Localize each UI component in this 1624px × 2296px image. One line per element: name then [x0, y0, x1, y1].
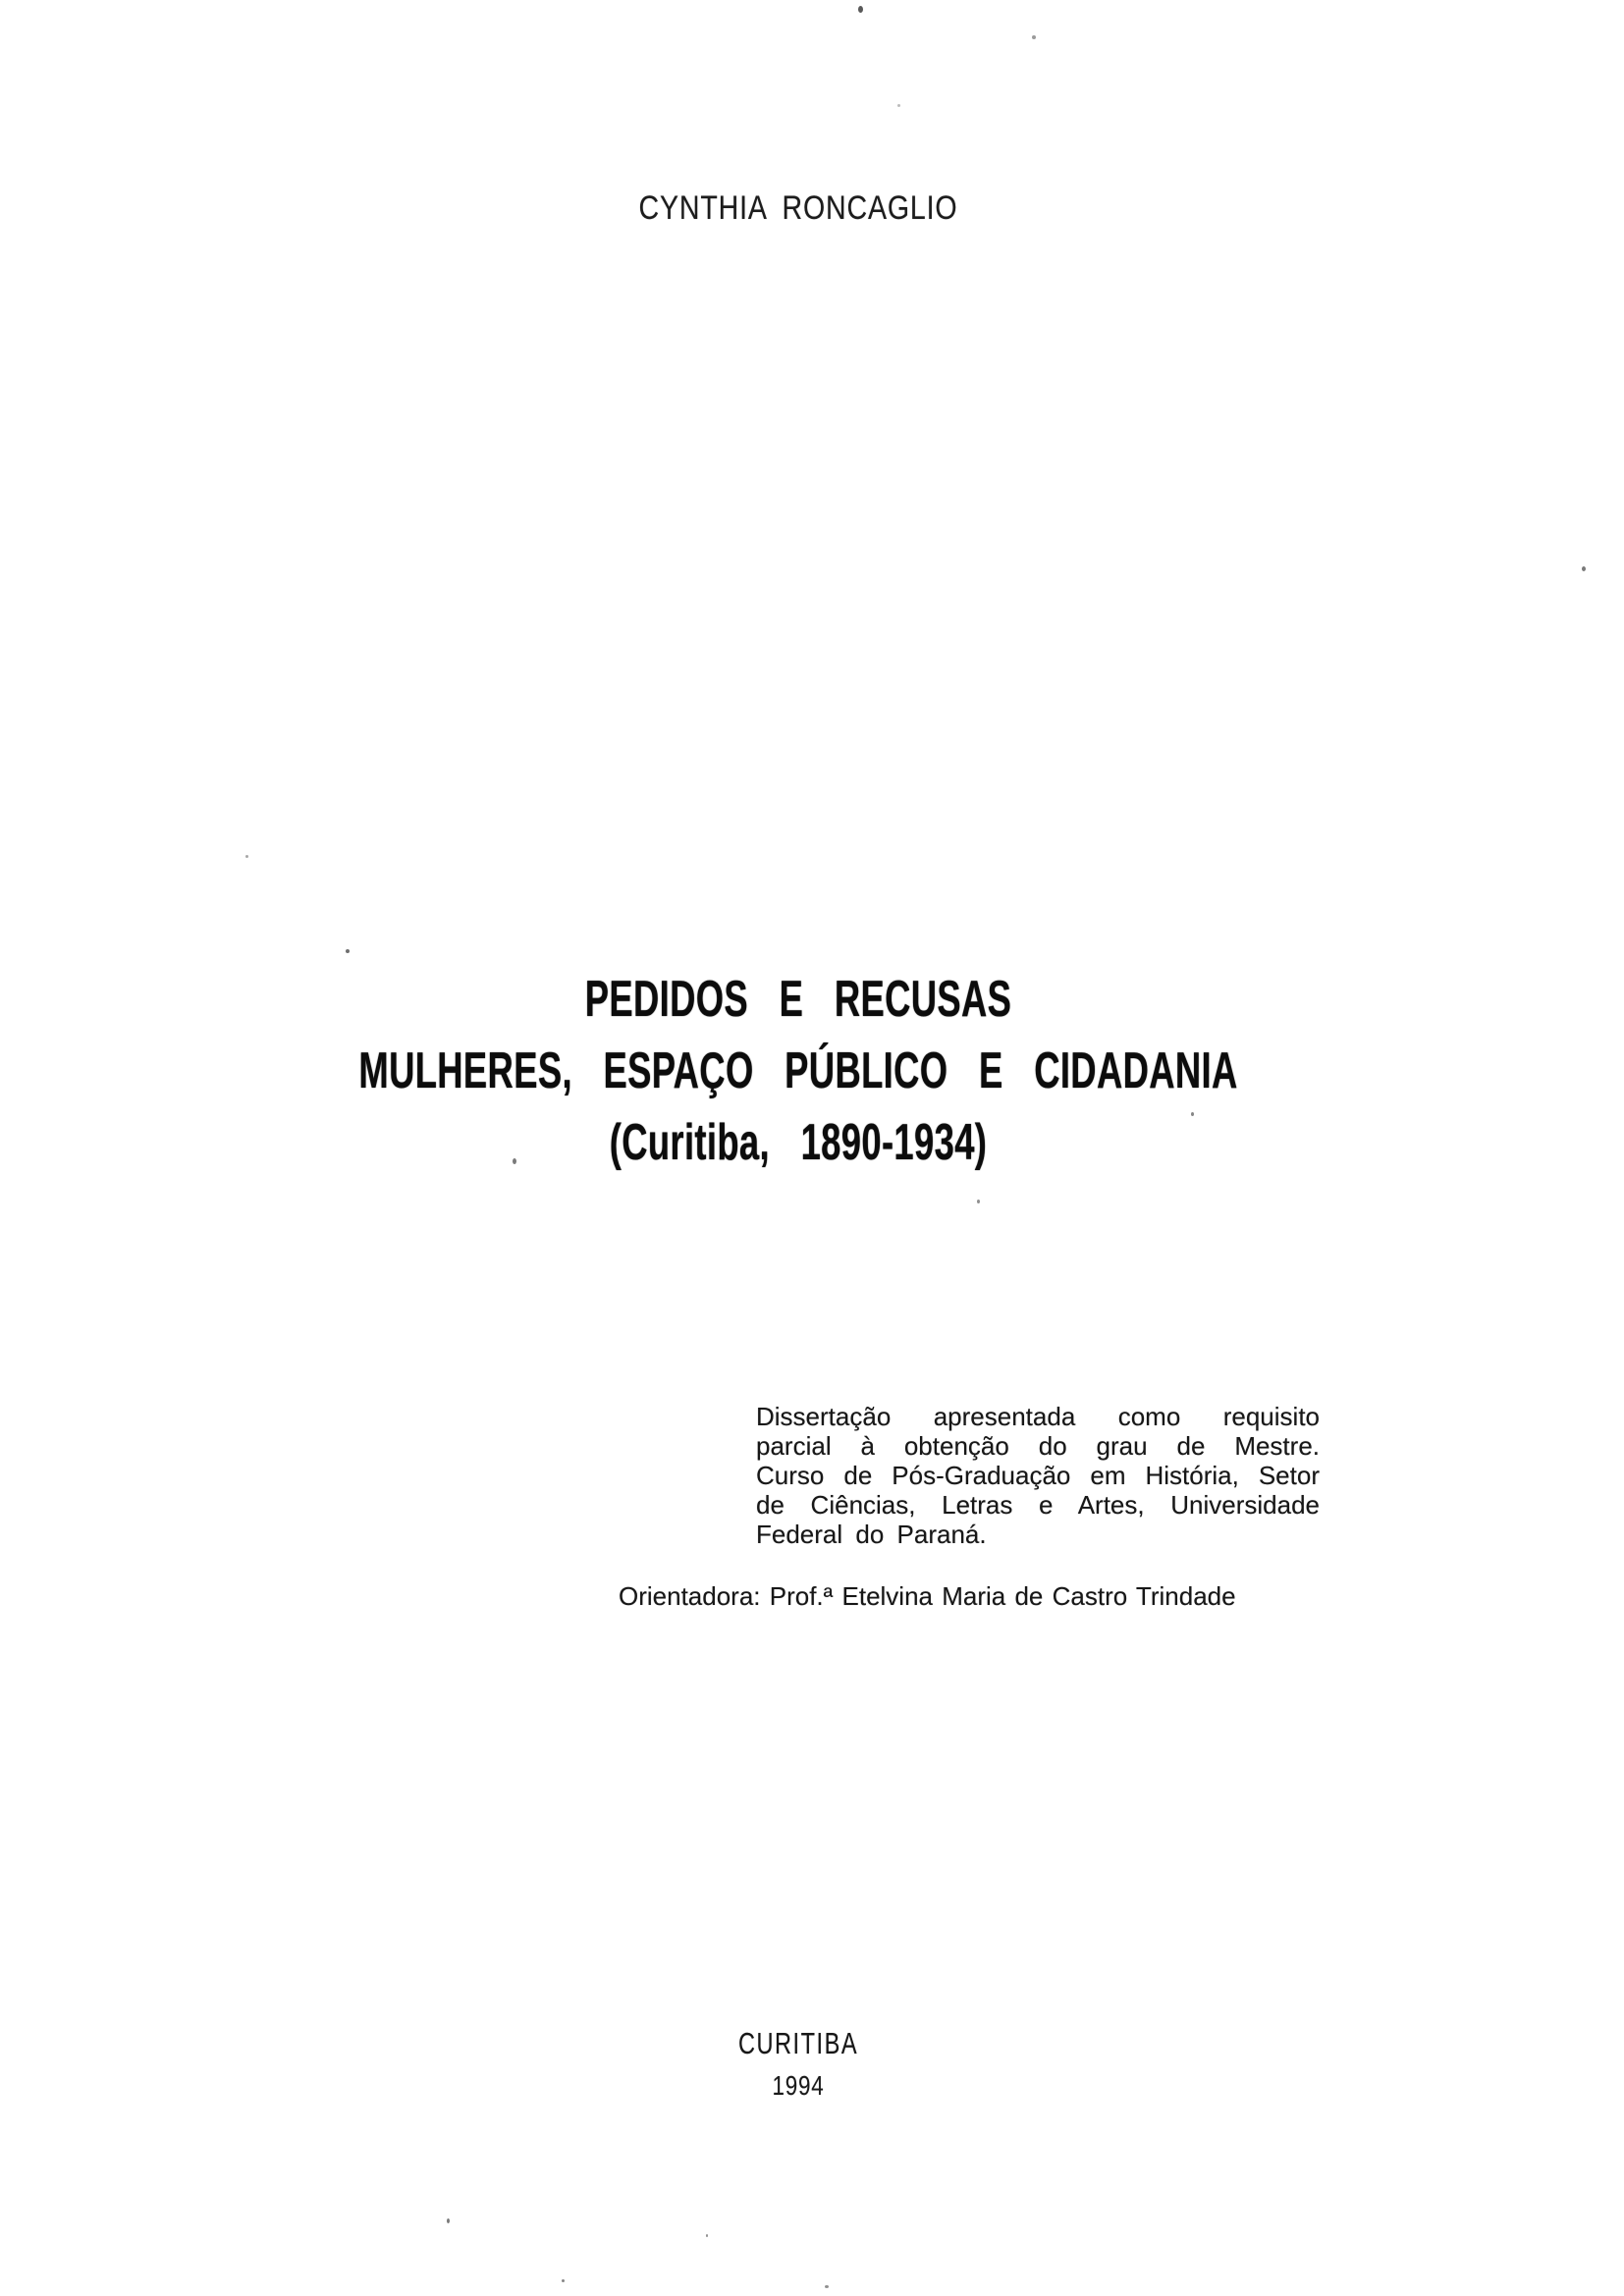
scan-speck: [1032, 35, 1036, 39]
scan-speck: [706, 2234, 708, 2237]
author-name: CYNTHIA RONCAGLIO: [638, 189, 958, 227]
scan-speck: [562, 2279, 565, 2282]
title-line-1: PEDIDOS E RECUSAS: [584, 971, 1012, 1028]
scan-speck: [513, 1158, 516, 1164]
submission-note-line: Federal do Paraná.: [756, 1520, 987, 1549]
advisor-line: Orientadora: Prof.ª Etelvina Maria de Castro Trindade: [619, 1581, 1236, 1611]
submission-note: [756, 1402, 1320, 1549]
city: CURITIBA: [737, 2026, 859, 2060]
scan-speck: [858, 6, 863, 13]
title-line-2: MULHERES, ESPAÇO PÚBLICO E CIDADANIA: [358, 1042, 1238, 1099]
submission-note-line: Curso de Pós-Graduação em História, Setor: [756, 1461, 1320, 1490]
scan-speck: [977, 1200, 980, 1203]
submission-note-line: Dissertação apresentada como requisito: [756, 1402, 1320, 1431]
thesis-title: [0, 964, 1597, 1179]
scan-speck: [825, 2285, 829, 2288]
scan-speck: [1582, 566, 1586, 571]
scan-speck: [346, 949, 350, 953]
submission-note-line: de Ciências, Letras e Artes, Universidade: [756, 1490, 1320, 1520]
publication-year: 1994: [772, 2070, 825, 2101]
scan-speck: [245, 855, 248, 858]
title-line-3-subtitle: (Curitiba, 1890-1934): [609, 1114, 988, 1171]
scan-speck: [447, 2218, 450, 2223]
scan-speck: [897, 104, 900, 107]
submission-note-line: parcial à obtenção do grau de Mestre.: [756, 1431, 1320, 1461]
scan-speck: [1191, 1112, 1194, 1116]
